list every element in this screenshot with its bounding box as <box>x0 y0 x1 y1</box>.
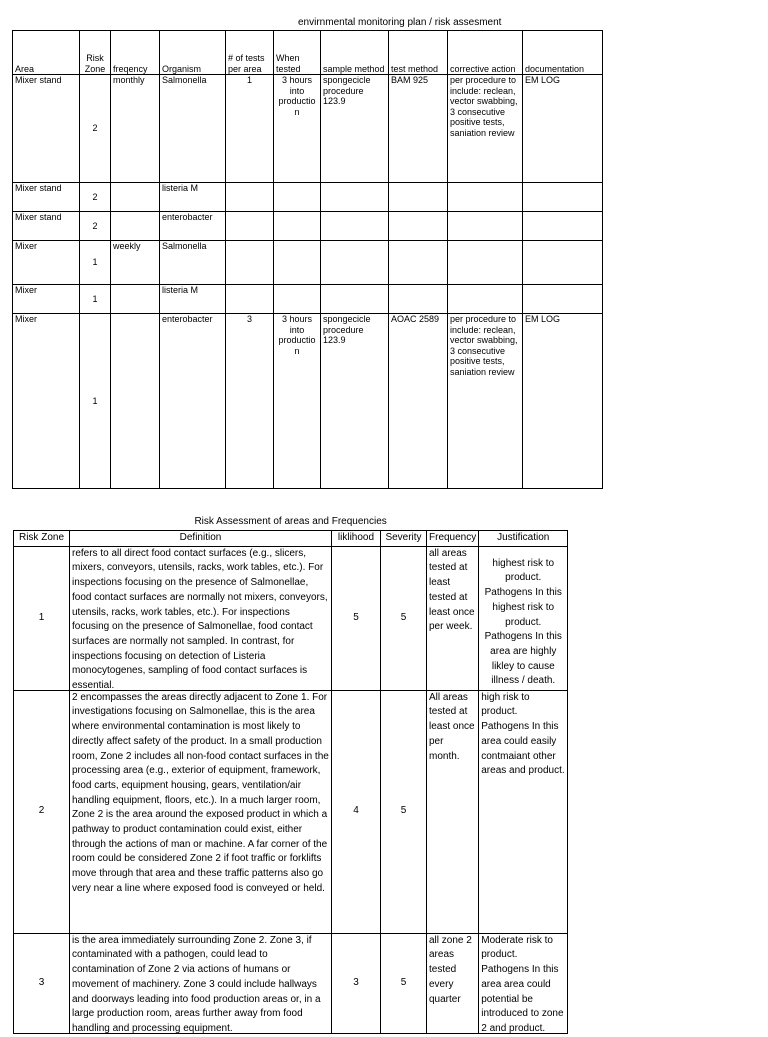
header-risk-zone: Risk Zone <box>80 31 111 75</box>
plan-row <box>13 75 603 183</box>
risk-severity: 5 <box>381 546 427 690</box>
cell-sample <box>321 285 389 314</box>
cell-when <box>274 212 321 241</box>
risk-definition <box>70 690 332 933</box>
plan-row <box>13 183 603 212</box>
risk-definition-text: 2 encompasses the areas directly adjacent to Zone 1. For investigations focusing on Salmonellae, this is the area where environmental contamination is most likely to directly affect safety of the product. In a small production room, Zone 2 includes all non-food contact surfaces in the processing area (e.g., exterior of equipment, framework, food carts, equipment housing, gears, ventilation/air handling equipment, floors, etc.). In a much larger room, Zone 2 is the area around the exposed product in which a pathway to product contamination could exist, either through the actions of man or machine. A far corner of the room could be considered Zone 2 if foot traffic or forklifts move through that area and these traffic patterns also go very near a line where exposed food is conveyed or held. <box>72 691 329 894</box>
cell-when: 3 hours into productio n <box>274 75 321 183</box>
cell-frequency <box>111 212 160 241</box>
cell-tests <box>226 285 274 314</box>
cell-corrective: per procedure to include: reclean, vector swabbing, 3 consecutive positive tests, saniation review <box>448 314 523 489</box>
cell-area: Mixer stand <box>13 183 80 212</box>
risk-definition <box>70 933 332 1033</box>
cell-frequency <box>111 183 160 212</box>
cell-when <box>274 241 321 285</box>
header-sample: sample method <box>321 31 389 75</box>
plan-row <box>13 241 603 285</box>
cell-corrective <box>448 241 523 285</box>
cell-when <box>274 285 321 314</box>
risk-frequency-text: all areas tested at least tested at least once per week. <box>429 547 475 633</box>
header-definition: Definition <box>70 530 332 546</box>
cell-tests: 3 <box>226 314 274 489</box>
plan-row <box>13 212 603 241</box>
cell-organism: Salmonella <box>160 241 226 285</box>
cell-tests <box>226 212 274 241</box>
header-tests: # of tests per area <box>226 31 274 75</box>
cell-organism: enterobacter <box>160 314 226 489</box>
risk-justification <box>479 546 568 690</box>
header-when: When tested <box>274 31 321 75</box>
cell-documentation: EM LOG <box>523 75 603 183</box>
risk-frequency <box>427 546 479 690</box>
header-documentation: documentation <box>523 31 603 75</box>
risk-zone: 1 <box>14 546 70 690</box>
header-frequency: Frequency <box>427 530 479 546</box>
risk-severity: 5 <box>381 933 427 1033</box>
cell-documentation <box>523 285 603 314</box>
cell-sample: spongecicle procedure 123.9 <box>321 314 389 489</box>
header-organism: Organism <box>160 31 226 75</box>
cell-area: Mixer <box>13 241 80 285</box>
cell-area: Mixer <box>13 285 80 314</box>
plan-header-row <box>13 31 603 75</box>
cell-documentation: EM LOG <box>523 314 603 489</box>
plan-row <box>13 314 603 489</box>
cell-frequency: weekly <box>111 241 160 285</box>
risk-frequency-text: all zone 2 areas tested every quarter <box>429 934 472 1005</box>
cell-documentation <box>523 212 603 241</box>
cell-when: 3 hours into productio n <box>274 314 321 489</box>
cell-frequency <box>111 285 160 314</box>
risk-zone: 3 <box>14 933 70 1033</box>
cell-test-method <box>389 183 448 212</box>
header-test-method: test method <box>389 31 448 75</box>
risk-row <box>14 933 568 1033</box>
cell-frequency: monthly <box>111 75 160 183</box>
cell-zone: 2 <box>80 212 111 241</box>
cell-test-method <box>389 241 448 285</box>
cell-sample <box>321 241 389 285</box>
cell-area: Mixer <box>13 314 80 489</box>
cell-zone: 1 <box>80 285 111 314</box>
cell-documentation <box>523 183 603 212</box>
cell-organism: Salmonella <box>160 75 226 183</box>
cell-corrective: per procedure to include: reclean, vector swabbing, 3 consecutive positive tests, saniation review <box>448 75 523 183</box>
cell-tests <box>226 183 274 212</box>
cell-sample <box>321 183 389 212</box>
cell-when <box>274 183 321 212</box>
cell-corrective <box>448 285 523 314</box>
header-zone: Risk Zone <box>14 530 70 546</box>
risk-severity: 5 <box>381 690 427 933</box>
risk-row <box>14 690 568 933</box>
risk-header-row <box>14 530 568 546</box>
cell-documentation <box>523 241 603 285</box>
cell-area: Mixer stand <box>13 212 80 241</box>
header-likelihood: liklihood <box>332 530 381 546</box>
cell-tests <box>226 241 274 285</box>
risk-justification <box>479 690 568 933</box>
risk-justification-text: Moderate risk to product. Pathogens In this area area could potential be introduced to zone 2 and product. <box>481 934 564 1034</box>
cell-frequency <box>111 314 160 489</box>
cell-test-method: BAM 925 <box>389 75 448 183</box>
risk-definition-text: refers to all direct food contact surfaces (e.g., slicers, mixers, conveyors, utensils, racks, work tables, etc.). For inspections focusing on the presence of Salmonellae, food contact surfaces are normally not mixers, conveyors, utensils, racks, work tables, etc.). For inspections focusing on the presence of Salmonellae, food contact surfaces are normally not sampled. In contrast, for inspections focusing on detection of Listeria monocytogenes, sampling of food contact surfaces is essential. <box>72 547 328 692</box>
header-area: Area <box>13 31 80 75</box>
risk-likelihood: 5 <box>332 546 381 690</box>
risk-frequency-text: All areas tested at least once per month. <box>429 691 475 762</box>
cell-organism: enterobacter <box>160 212 226 241</box>
cell-zone: 2 <box>80 75 111 183</box>
cell-tests: 1 <box>226 75 274 183</box>
header-frequency: freqency <box>111 31 160 75</box>
cell-corrective <box>448 183 523 212</box>
risk-assessment-table <box>13 515 568 1034</box>
cell-zone: 2 <box>80 183 111 212</box>
cell-zone: 1 <box>80 241 111 285</box>
header-justification: Justification <box>479 530 568 546</box>
cell-sample: spongecicle procedure 123.9 <box>321 75 389 183</box>
risk-justification <box>479 933 568 1033</box>
risk-zone: 2 <box>14 690 70 933</box>
plan-row <box>13 285 603 314</box>
cell-test-method: AOAC 2589 <box>389 314 448 489</box>
header-severity: Severity <box>381 530 427 546</box>
risk-row <box>14 546 568 690</box>
cell-test-method <box>389 212 448 241</box>
cell-area: Mixer stand <box>13 75 80 183</box>
monitoring-plan-table <box>12 30 603 489</box>
risk-title: Risk Assessment of areas and Frequencies <box>14 515 568 530</box>
cell-sample <box>321 212 389 241</box>
plan-title: envirnmental monitoring plan / risk assesment <box>298 17 502 28</box>
risk-justification-text: high risk to product. Pathogens In this area could easily contmaiant other areas and product. <box>481 691 565 777</box>
risk-definition <box>70 546 332 690</box>
risk-justification-text: highest risk to product. Pathogens In this highest risk to product. Pathogens In this area are highly likley to cause illness / death. <box>484 557 562 687</box>
risk-likelihood: 3 <box>332 933 381 1033</box>
risk-frequency <box>427 933 479 1033</box>
cell-organism: listeria M <box>160 285 226 314</box>
header-corrective: corrective action <box>448 31 523 75</box>
risk-frequency <box>427 690 479 933</box>
cell-corrective <box>448 212 523 241</box>
risk-definition-text: is the area immediately surrounding Zone 2. Zone 3, if contaminated with a pathogen, could lead to contamination of Zone 2 via actions of humans or movement of machinery. Zone 3 could include hallways and doorways leading into food production areas or, in a large production room, areas further away from food handling and processing equipment. <box>72 934 321 1034</box>
cell-test-method <box>389 285 448 314</box>
cell-zone: 1 <box>80 314 111 489</box>
risk-likelihood: 4 <box>332 690 381 933</box>
cell-organism: listeria M <box>160 183 226 212</box>
